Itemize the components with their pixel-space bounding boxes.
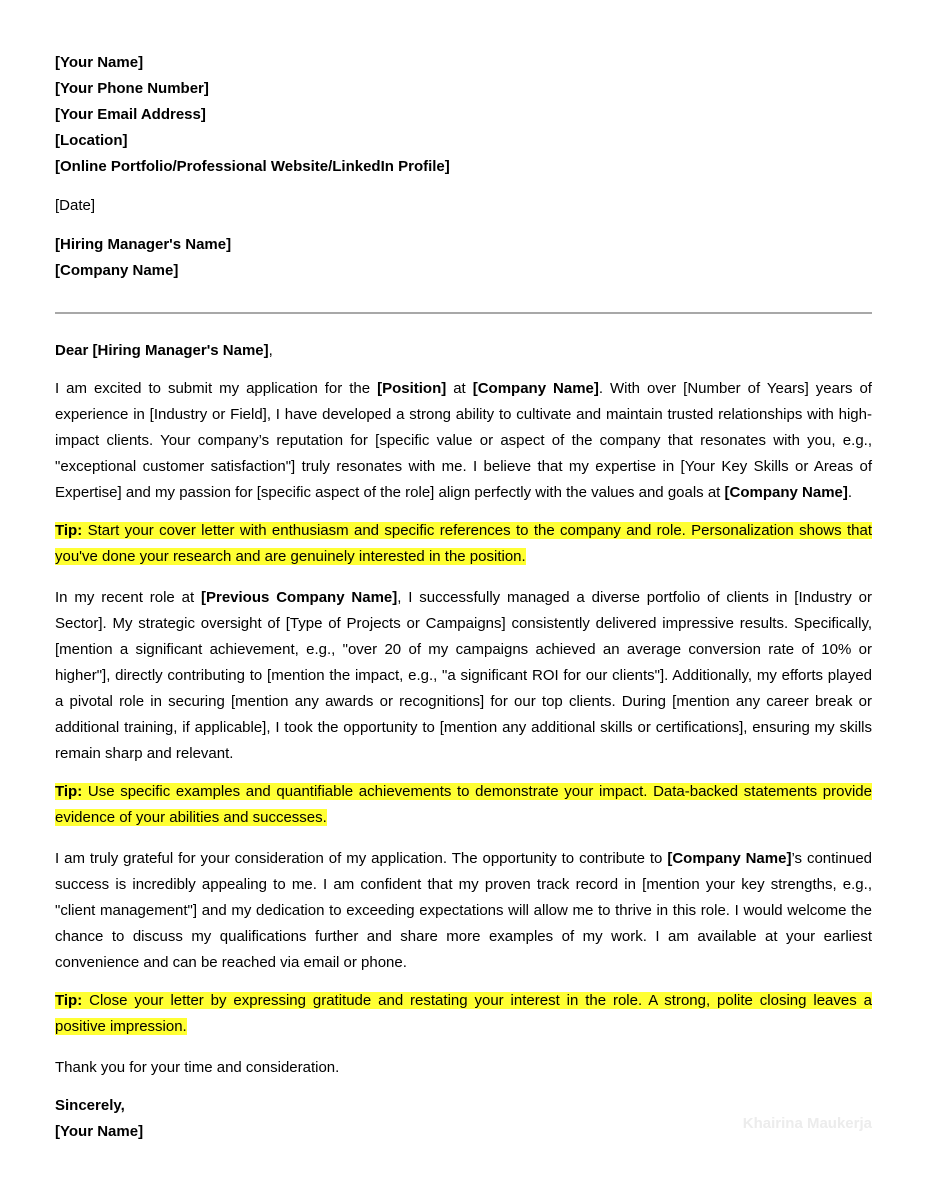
paragraph-intro-text-4: .	[847, 484, 853, 501]
tip-3-label: Tip:	[55, 992, 83, 1009]
paragraph-intro-text-1: I am excited to submit my application for the	[55, 380, 378, 397]
tip-1-label: Tip:	[55, 522, 83, 539]
paragraph-intro-company: [Company Name]	[472, 380, 599, 397]
sender-name: [Your Name]	[55, 54, 144, 71]
tip-3-highlight	[55, 992, 872, 1035]
cover-letter-page	[55, 50, 872, 1145]
paragraph-experience-text-2: , I successfully managed a diverse portfolio of clients in [Industry or Sector]. My strategic oversight of [Type of Projects or Campaigns] consistently delivered impressive results. Specifically, [mention a significant achievement, e.g., "over 20 of my campaigns achieved an average conversion rate of 10% or higher"], directly contributing to [mention the impact, e.g., "a significant ROI for our clients"]. Additionally, my efforts played a pivotal role in securing [mention any awards or recognitions] for our top clients. During [mention any career break or additional training, if applicable], I took the opportunity to [mention any additional skills or certifications], ensuring my skills remain sharp and relevant.	[55, 589, 872, 762]
salutation	[55, 338, 872, 364]
paragraph-closing-text-1: I am truly grateful for your consideration of my application. The opportunity to contribute to	[55, 850, 668, 867]
section-divider	[55, 312, 872, 314]
paragraph-intro-text-3: . With over [Number of Years] years of experience in [Industry or Field], I have developed a strong ability to cultivate and maintain trusted relationships with high-impact clients. Your company’s reputation for [specific value or aspect of the company that resonates with you, e.g., "exceptional customer satisfaction"] truly resonates with me. I believe that my expertise in [Your Key Skills or Areas of Expertise] and my passion for [specific aspect of the role] align perfectly with the values and goals at	[55, 380, 872, 501]
sender-email: [Your Email Address]	[55, 106, 206, 123]
tip-2-label: Tip:	[55, 783, 83, 800]
paragraph-intro-company-2: [Company Name]	[724, 484, 848, 501]
paragraph-intro-text-2: at	[446, 380, 473, 397]
tip-2-text: Use specific examples and quantifiable achievements to demonstrate your impact. Data-backed statements provide evidence of your abilities and successes.	[55, 783, 872, 826]
tip-1	[55, 518, 872, 570]
salutation-comma: ,	[268, 342, 273, 359]
sender-location: [Location]	[55, 132, 128, 149]
paragraph-closing-text-2: ’s continued success is incredibly appealing to me. I am confident that my proven track record in [mention your key strengths, e.g., "client management"] and my dedication to exceeding expectations will allow me to thrive in this role. I would welcome the chance to discuss my qualifications further and share more examples of my work. I am available at your earliest convenience and can be reached via email or phone.	[55, 850, 872, 971]
sender-phone: [Your Phone Number]	[55, 80, 209, 97]
sender-portfolio: [Online Portfolio/Professional Website/LinkedIn Profile]	[55, 158, 450, 175]
salutation-name: Dear [Hiring Manager's Name]	[55, 342, 269, 359]
signature-name: [Your Name]	[55, 1123, 144, 1140]
tip-3-text: Close your letter by expressing gratitude and restating your interest in the role. A strong, polite closing leaves a positive impression.	[55, 992, 872, 1035]
paragraph-experience	[55, 585, 872, 767]
tip-2	[55, 779, 872, 831]
watermark: Khairina Maukerja	[742, 1115, 872, 1132]
paragraph-intro	[55, 376, 872, 506]
paragraph-experience-text-1: In my recent role at	[55, 589, 201, 606]
paragraph-closing	[55, 846, 872, 976]
letter-date: [Date]	[55, 197, 96, 214]
recipient-manager: [Hiring Manager's Name]	[55, 236, 232, 253]
tip-2-highlight	[55, 783, 872, 826]
closing-line: Sincerely,	[55, 1097, 125, 1114]
thanks-line: Thank you for your time and consideration.	[55, 1059, 340, 1076]
paragraph-intro-position: [Position]	[377, 380, 447, 397]
tip-3	[55, 988, 872, 1040]
paragraph-experience-company: [Previous Company Name]	[200, 589, 398, 606]
paragraph-closing-company: [Company Name]	[667, 850, 792, 867]
recipient-company: [Company Name]	[55, 262, 179, 279]
tip-1-text: Start your cover letter with enthusiasm and specific references to the company and role. Personalization shows that you've done your research and are genuinely interested in the position.	[55, 522, 872, 565]
tip-1-highlight	[55, 522, 872, 565]
